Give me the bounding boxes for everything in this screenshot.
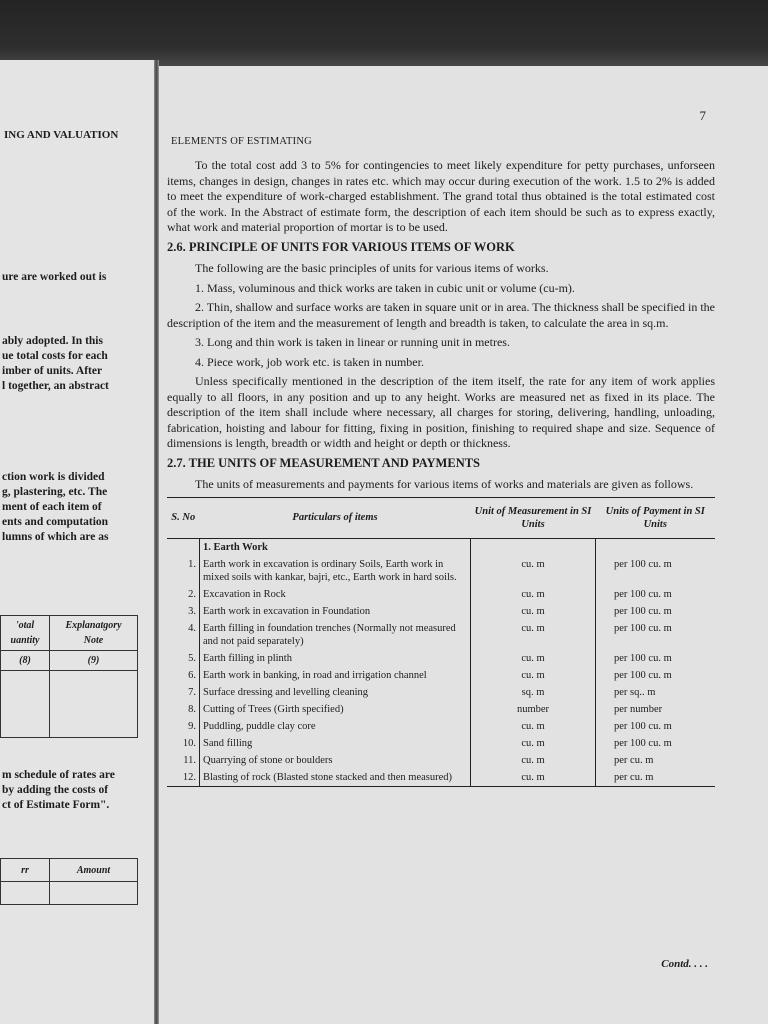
left-table-col-9: (9) xyxy=(50,651,138,671)
row-sno: 5. xyxy=(167,650,200,667)
left-table-col-8: (8) xyxy=(1,651,50,671)
row-unit-payment: per 100 cu. m xyxy=(614,652,672,664)
principle-1: 1. Mass, voluminous and thick works are taken in cubic unit or volume (cu-m). xyxy=(195,280,575,295)
header-unit-payment: Units of Payment in SI Units xyxy=(596,497,716,538)
row-particulars: Excavation in Rock xyxy=(200,586,471,603)
row-unit-payment: per 100 cu. m xyxy=(614,737,672,749)
table-row xyxy=(167,718,715,735)
row-unit-payment: per 100 cu. m xyxy=(614,605,672,617)
principle-4: 4. Piece work, job work etc. is taken in number. xyxy=(195,354,424,369)
header-particulars: Particulars of items xyxy=(200,497,471,538)
principle-2: 2. Thin, shallow and surface works are taken in square unit or in area. The thickness shall be specified in the description of the item and the measurement of length and breadth is taken, to calculate the area in sq.m. xyxy=(167,300,715,330)
table-row xyxy=(167,752,715,769)
intro-paragraph: To the total cost add 3 to 5% for contingencies to meet likely expenditure for petty purchases, unforseen items, changes in design, changes in rates etc. which may occur during execution of the work. 1.5 to 2% is added to meet the expenditure of work-charged establishment. The grand total thus obtained is the total estimated cost of the work. In the Abstract of estimate form, the description of each item should be such as to express exactly, what work and material proportion of mortar is to be used. xyxy=(167,158,715,234)
row-sno: 11. xyxy=(167,752,200,769)
left-amount-header-rate: rr xyxy=(1,859,50,882)
group-sno-cell xyxy=(167,538,200,556)
row-unit-payment: per cu. m xyxy=(596,769,716,787)
row-unit-measurement: cu. m xyxy=(471,752,596,769)
left-table-empty-cell xyxy=(50,671,138,738)
group-uom-cell xyxy=(471,538,596,556)
left-amount-table xyxy=(0,858,138,905)
table-row xyxy=(167,735,715,752)
left-amount-header-amount: Amount xyxy=(50,859,138,882)
left-amount-empty-cell xyxy=(50,882,138,905)
row-sno: 7. xyxy=(167,684,200,701)
row-unit-payment: per 100 cu. m xyxy=(614,720,672,732)
row-unit-measurement: cu. m xyxy=(471,586,596,603)
section-2-6-heading: 2.6. PRINCIPLE OF UNITS FOR VARIOUS ITEMS OF WORK xyxy=(167,239,515,254)
row-particulars: Earth filling in foundation trenches (Normally not measured and not paid separately) xyxy=(200,620,471,650)
row-unit-payment: per number xyxy=(614,703,663,715)
row-particulars: Earth work in excavation in Foundation xyxy=(200,603,471,620)
left-partial-table xyxy=(0,615,138,738)
row-particulars: Earth work in excavation is ordinary Soils, Earth work in mixed soils with kankar, bajri, etc., Earth work in hard soils. xyxy=(200,556,471,586)
group-uop-cell xyxy=(596,538,716,556)
left-table-header-note: Explanatgory Note xyxy=(50,616,138,651)
left-fragment-3: ction work is divided g, plastering, etc. The ment of each item of ents and computation lumns of which are as xyxy=(2,471,109,543)
row-unit-measurement: cu. m xyxy=(471,667,596,684)
left-table-empty-cell xyxy=(1,671,50,738)
row-particulars: Quarrying of stone or boulders xyxy=(200,752,471,769)
row-sno: 8. xyxy=(167,701,200,718)
page-number: 7 xyxy=(699,108,706,123)
header-unit-measurement: Unit of Measurement in SI Units xyxy=(471,497,596,538)
row-particulars: Surface dressing and levelling cleaning xyxy=(200,684,471,701)
page-content xyxy=(167,158,715,787)
row-unit-measurement: number xyxy=(471,701,596,718)
row-unit-payment: per 100 cu. m xyxy=(614,588,672,600)
left-running-head: ING AND VALUATION xyxy=(4,129,119,141)
row-unit-measurement: cu. m xyxy=(471,620,596,650)
section-2-6-intro: The following are the basic principles of units for various items of works. xyxy=(195,261,549,275)
table-row xyxy=(167,620,715,650)
continued-label: Contd. . . . xyxy=(661,958,708,970)
right-page xyxy=(159,66,768,1024)
row-unit-measurement: sq. m xyxy=(471,684,596,701)
table-row xyxy=(167,603,715,620)
row-unit-measurement: cu. m xyxy=(471,556,596,586)
row-unit-measurement: cu. m xyxy=(471,603,596,620)
table-row xyxy=(167,701,715,718)
table-row xyxy=(167,769,715,787)
row-sno: 10. xyxy=(167,735,200,752)
row-unit-measurement: cu. m xyxy=(471,769,596,787)
row-unit-payment: per 100 cu. m xyxy=(614,669,672,681)
row-sno: 1. xyxy=(167,556,200,586)
row-unit-measurement: cu. m xyxy=(471,718,596,735)
left-amount-empty-cell xyxy=(1,882,50,905)
row-particulars: Earth filling in plinth xyxy=(200,650,471,667)
left-page xyxy=(0,60,158,1024)
row-sno: 6. xyxy=(167,667,200,684)
row-unit-measurement: cu. m xyxy=(471,650,596,667)
row-particulars: Blasting of rock (Blasted stone stacked and then measured) xyxy=(200,769,471,787)
table-group-row xyxy=(167,538,715,556)
row-particulars: Earth work in banking, in road and irrigation channel xyxy=(200,667,471,684)
row-unit-measurement: cu. m xyxy=(471,735,596,752)
table-row xyxy=(167,667,715,684)
row-unit-payment: per sq.. m xyxy=(614,686,656,698)
units-table xyxy=(167,497,715,787)
principle-3: 3. Long and thin work is taken in linear or running unit in metres. xyxy=(195,335,510,349)
row-particulars: Puddling, puddle clay core xyxy=(200,718,471,735)
section-2-7-heading: 2.7. THE UNITS OF MEASUREMENT AND PAYMENTS xyxy=(167,455,481,470)
left-fragment-4: m schedule of rates are by adding the costs of ct of Estimate Form". xyxy=(2,769,115,811)
units-table-header-row xyxy=(167,497,715,538)
row-unit-payment: per cu. m xyxy=(614,754,654,766)
units-table-body xyxy=(167,538,715,786)
top-shadow-band xyxy=(0,0,768,68)
table-row xyxy=(167,586,715,603)
running-head: ELEMENTS OF ESTIMATING xyxy=(171,136,312,147)
left-table-header-quantity: 'otal uantity xyxy=(1,616,50,651)
row-sno: 3. xyxy=(167,603,200,620)
section-2-7-intro: The units of measurements and payments for various items of works and materials are given as follows. xyxy=(195,477,694,491)
table-row xyxy=(167,650,715,667)
left-fragment-1: ure are worked out is xyxy=(2,271,107,283)
row-sno: 12. xyxy=(167,769,200,787)
row-sno: 2. xyxy=(167,586,200,603)
row-particulars: Cutting of Trees (Girth specified) xyxy=(200,701,471,718)
row-sno: 9. xyxy=(167,718,200,735)
group-title: 1. Earth Work xyxy=(200,538,471,556)
left-fragment-2: ably adopted. In this ue total costs for each imber of units. After l together, an abstract xyxy=(2,335,109,392)
header-sno: S. No xyxy=(167,497,200,538)
row-unit-payment: per 100 cu. m xyxy=(614,622,672,634)
row-unit-payment: per 100 cu. m xyxy=(614,558,672,570)
row-sno: 4. xyxy=(167,620,200,650)
table-row xyxy=(167,684,715,701)
row-particulars: Sand filling xyxy=(200,735,471,752)
table-row xyxy=(167,556,715,586)
unless-paragraph: Unless specifically mentioned in the description of the item itself, the rate for any item of work applies equally to all floors, in any position and up to any height. Works are measured net as fixed in its place. The description of the item shall include where necessary, all charges for storing, delivering, handling, unloading, fabrication, hoisting and labour for fitting, fixing in position, finishing to required shape and size. Sequence of dimensions is length, breadth or width and height or depth or thickness. xyxy=(167,374,715,450)
